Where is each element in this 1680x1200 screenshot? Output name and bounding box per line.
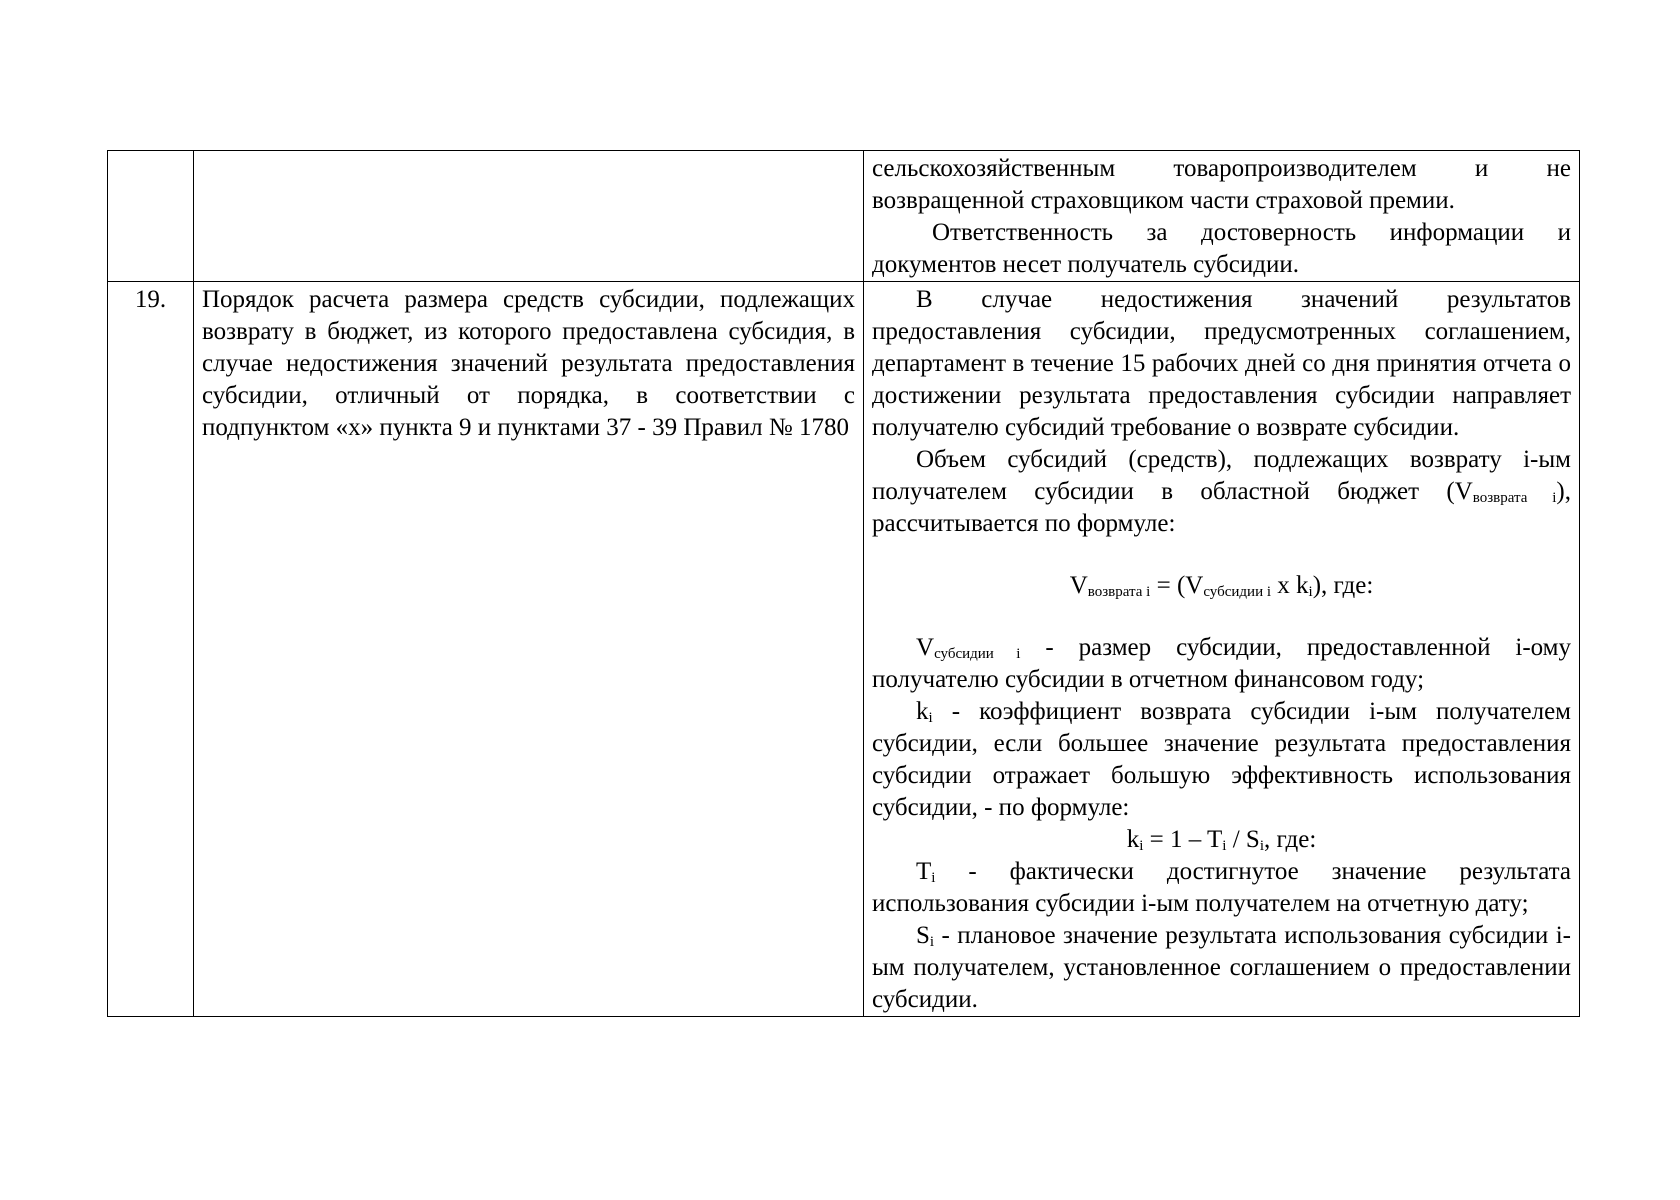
text: ), рассчитывается по формуле: — [872, 478, 1571, 537]
row-number-cell — [108, 151, 194, 282]
symbol: / S — [1226, 826, 1260, 853]
subscript: i — [1259, 838, 1264, 854]
text: - плановое значение результата использования субсидии i-ым получателем, установленное соглашением о предоставлении субсидии. — [872, 922, 1571, 1013]
subscript: возврата i — [1472, 490, 1557, 506]
row-title-cell — [194, 282, 864, 1017]
symbol: x k — [1271, 572, 1309, 599]
paragraph — [872, 632, 1571, 696]
subscript: i — [928, 710, 933, 726]
symbol: ), где: — [1312, 572, 1374, 599]
text: - коэффициент возврата субсидии i-ым получателем субсидии, если большее значение результата предоставления субсидии отражает большую эффективность использования субсидии, - по формуле: — [872, 698, 1571, 821]
subscript: i — [929, 934, 935, 950]
text: - фактически достигнутое значение результата использования субсидии i-ым получателем на отчетную дату; — [872, 858, 1571, 917]
symbol: S — [916, 922, 930, 949]
formula-return-volume — [872, 570, 1571, 602]
paragraph — [872, 920, 1571, 1016]
row-title-cell — [194, 151, 864, 282]
paragraph: В случае недостижения значений результатов предоставления субсидии, предусмотренных соглашением, департамент в течение 15 рабочих дней со дня принятия отчета о достижении результата предоставления субсидии направляет получателю субсидий требование о возврате субсидии. — [872, 286, 1571, 441]
symbol: k — [1126, 826, 1140, 853]
paragraph — [872, 696, 1571, 824]
document-page — [107, 150, 1579, 1017]
subscript: i — [931, 870, 936, 886]
symbol: V — [916, 634, 935, 661]
paragraph — [872, 856, 1571, 920]
row-content-cell — [864, 151, 1580, 282]
subscript: субсидии i — [1203, 584, 1272, 600]
row-number-cell: 19. — [108, 282, 194, 1017]
subscript: i — [1308, 584, 1313, 600]
paragraph — [872, 444, 1571, 540]
symbol: = 1 – T — [1143, 826, 1223, 853]
row-content-cell — [864, 282, 1580, 1017]
symbol: V — [1069, 572, 1088, 599]
paragraph: Ответственность за достоверность информации и документов несет получатель субсидии. — [872, 219, 1571, 278]
paragraph: сельскохозяйственным товаропроизводителем и не возвращенной страховщиком части страховой премии. — [872, 155, 1571, 214]
table-row-19 — [108, 282, 1580, 1017]
subscript: возврата i — [1087, 584, 1151, 600]
text: Объем субсидий (средств), подлежащих возврату i-ым получателем субсидии в областной бюджет (V — [872, 446, 1571, 505]
text: - размер субсидии, предоставленной i-ому получателю субсидии в отчетном финансовом году; — [872, 634, 1572, 693]
regulation-table — [107, 150, 1580, 1017]
symbol: , где: — [1264, 826, 1317, 853]
table-row-continuation — [108, 151, 1580, 282]
subscript: субсидии i — [934, 646, 1021, 662]
symbol: T — [916, 858, 932, 885]
row-title: Порядок расчета размера средств субсидии, подлежащих возврату в бюджет, из которого предоставлена субсидия, в случае недостижения значений результата предоставления субсидии, отличный от порядка, в соответствии с подпунктом «х» пункта 9 и пунктами 37 - 39 Правил № 1780 — [202, 286, 855, 441]
formula-coefficient — [872, 824, 1571, 856]
symbol: = (V — [1150, 572, 1204, 599]
subscript: i — [1222, 838, 1227, 854]
symbol: k — [916, 698, 929, 725]
subscript: i — [1139, 838, 1144, 854]
